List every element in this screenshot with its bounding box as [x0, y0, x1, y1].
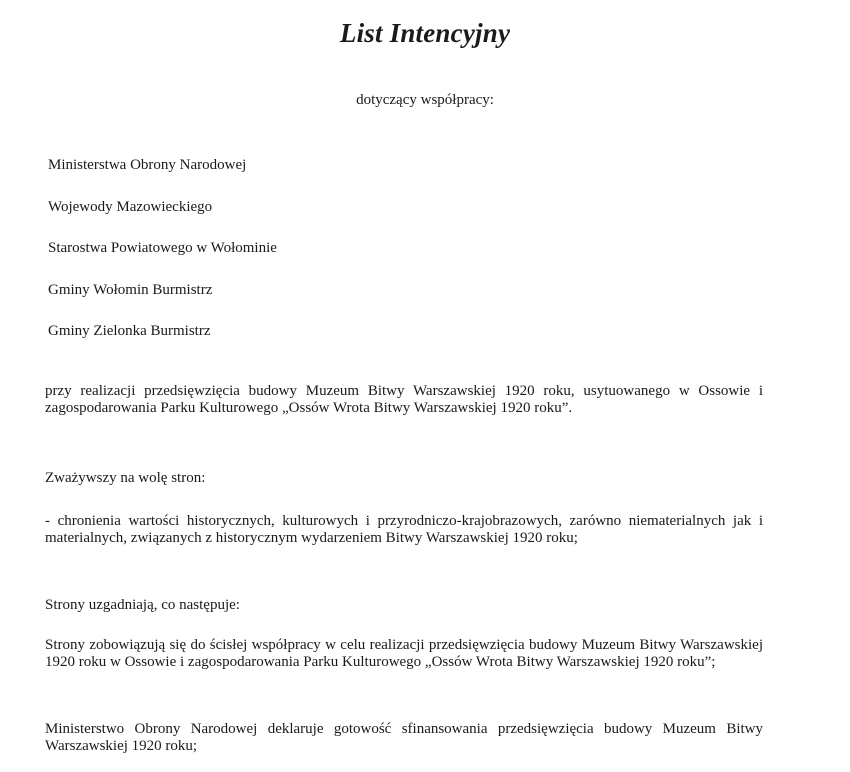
parties-list	[48, 155, 277, 363]
party-item: Gminy Wołomin Burmistrz	[48, 281, 213, 298]
party-item: Wojewody Mazowieckiego	[48, 198, 213, 215]
paragraph-cooperation-clause: Strony zobowiązują się do ścisłej współpracy w celu realizacji przedsięwzięcia budowy Muzeum Bitwy Warszawskiej 1920 roku w Ossowie i zagospodarowania Parku Kulturowego „Ossów Wrota Bitwy Warszawskiej 1920 roku”;	[45, 637, 763, 670]
paragraph-whereas-heading: Zważywszy na wolę stron:	[45, 470, 206, 486]
party-item: Gminy Zielonka Burmistrz	[48, 323, 211, 339]
document-title: List Intencyjny	[339, 18, 511, 48]
document-subtitle: dotyczący współpracy:	[356, 92, 494, 108]
paragraph-whereas-item: - chronienia wartości historycznych, kulturowych i przyrodniczo-krajobrazowych, zarówno niematerialnych jak i materialnych, związanych z historycznym wydarzeniem Bitwy Warszawskiej 1920 roku;	[45, 513, 763, 546]
paragraph-funding-clause: Ministerstwo Obrony Narodowej deklaruje gotowość sfinansowania przedsięwzięcia budowy Muzeum Bitwy Warszawskiej 1920 roku;	[45, 721, 763, 754]
paragraph-project-scope: przy realizacji przedsięwzięcia budowy Muzeum Bitwy Warszawskiej 1920 roku, usytuowanego w Ossowie i zagospodarowania Parku Kulturowego „Ossów Wrota Bitwy Warszawskiej 1920 roku”.	[45, 383, 763, 416]
party-item: Starostwa Powiatowego w Wołominie	[48, 240, 277, 256]
paragraph-agreement-heading: Strony uzgadniają, co następuje:	[45, 597, 240, 613]
party-item: Ministerstwa Obrony Narodowej	[48, 157, 247, 173]
